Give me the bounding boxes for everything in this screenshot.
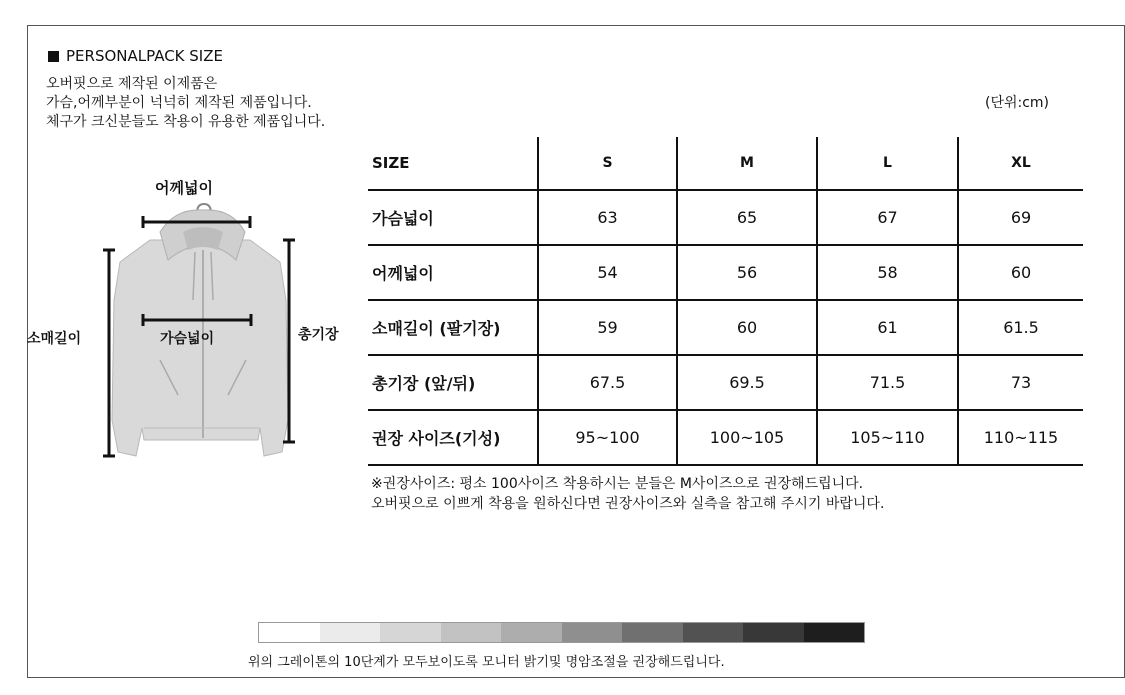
description-line: 체구가 크신분들도 착용이 유용한 제품입니다. (46, 114, 326, 130)
table-cell: 110~115 (958, 410, 1083, 465)
table-row (368, 410, 1083, 465)
note-line: 오버핏으로 이쁘게 착용을 원하신다면 권장사이즈와 실측을 참고해 주시기 바랍니다. (371, 496, 885, 512)
table-cell: 61.5 (958, 300, 1083, 355)
hoodie-illustration (0, 0, 370, 470)
grayscale-swatch (320, 623, 381, 642)
header-m: M (677, 137, 817, 190)
grayscale-swatch (622, 623, 683, 642)
table-cell: 59 (538, 300, 677, 355)
table-cell: 54 (538, 245, 677, 300)
table-cell: 67 (817, 190, 958, 245)
table-cell: 71.5 (817, 355, 958, 410)
grayscale-swatch (683, 623, 744, 642)
grayscale-swatch (441, 623, 502, 642)
heading-text: PERSONALPACK SIZE (66, 47, 223, 65)
grayscale-swatch (380, 623, 441, 642)
grayscale-swatch (259, 623, 320, 642)
footer-note: 위의 그레이톤의 10단계가 모두보이도록 모니터 밝기및 명암조절을 권장해드립니다. (248, 655, 725, 670)
row-label: 어께넓이 (368, 245, 538, 300)
size-note (371, 474, 884, 514)
size-table (368, 137, 1083, 466)
row-label: 소매길이 (팔기장) (368, 300, 538, 355)
row-label: 총기장 (앞/뒤) (368, 355, 538, 410)
header-xl: XL (958, 137, 1083, 190)
description-line: 오버핏으로 제작된 이제품은 (46, 76, 218, 92)
grayscale-swatch (501, 623, 562, 642)
table-row (368, 245, 1083, 300)
sleeve-label: 소매길이 (27, 331, 82, 347)
grayscale-swatch (562, 623, 623, 642)
table-cell: 60 (677, 300, 817, 355)
row-label: 권장 사이즈(기성) (368, 410, 538, 465)
hoodie-diagram (0, 0, 370, 470)
length-label: 총기장 (298, 327, 339, 343)
table-cell: 56 (677, 245, 817, 300)
grayscale-bar (258, 622, 865, 643)
header-s: S (538, 137, 677, 190)
table-row (368, 355, 1083, 410)
table-row (368, 190, 1083, 245)
header-size: SIZE (368, 137, 538, 190)
table-cell: 60 (958, 245, 1083, 300)
table-cell: 65 (677, 190, 817, 245)
table-header-row (368, 137, 1083, 190)
unit-label: (단위:cm) (985, 95, 1050, 111)
shoulder-label: 어께넓이 (155, 179, 213, 197)
table-cell: 63 (538, 190, 677, 245)
table-cell: 73 (958, 355, 1083, 410)
table-cell: 105~110 (817, 410, 958, 465)
header-l: L (817, 137, 958, 190)
table-cell: 67.5 (538, 355, 677, 410)
table-cell: 95~100 (538, 410, 677, 465)
table-cell: 58 (817, 245, 958, 300)
table-cell: 100~105 (677, 410, 817, 465)
table-cell: 69.5 (677, 355, 817, 410)
row-label: 가슴넓이 (368, 190, 538, 245)
description-line: 가슴,어께부분이 넉넉히 제작된 제품입니다. (46, 95, 312, 111)
chest-label: 가슴넓이 (160, 331, 215, 347)
table-cell: 69 (958, 190, 1083, 245)
table-cell: 61 (817, 300, 958, 355)
note-line: ※권장사이즈: 평소 100사이즈 착용하시는 분들은 M사이즈으로 권장해드립니다. (371, 476, 864, 492)
table-row (368, 300, 1083, 355)
grayscale-swatch (743, 623, 804, 642)
grayscale-swatch (804, 623, 865, 642)
